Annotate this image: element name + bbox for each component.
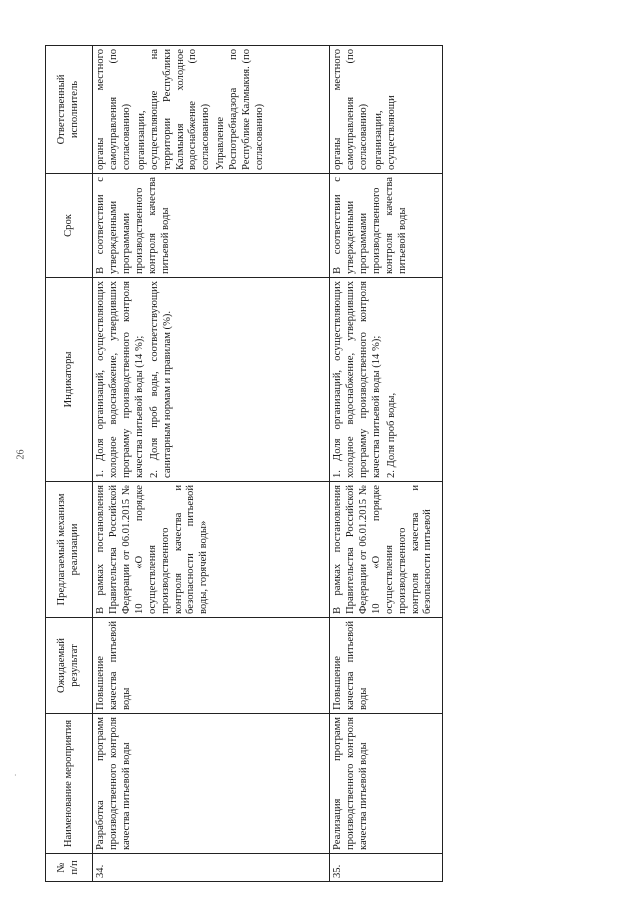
row-responsible: [93, 46, 330, 174]
table-header-row: [46, 46, 93, 882]
page-number: 26: [15, 449, 27, 460]
row-num: 35.: [330, 854, 443, 882]
row-mechanism: В рамках постановления Правительства Российской Федерации от 06.01.2015 № 10 «О порядке осуществления производственного контроля качества и безопасности питьевой воды, горячей воды»: [93, 482, 330, 618]
scan-mark: ·: [10, 773, 21, 777]
indicator-item: 2. Доля проб воды,: [385, 392, 397, 478]
header-name: Наименование мероприятия: [46, 714, 93, 854]
table-row: [330, 46, 443, 882]
row-indicators: [93, 278, 330, 482]
header-responsible: Ответственный исполнитель: [46, 46, 93, 174]
responsible-item: организации, осуществляющие на территории Республики Калмыкия холодное водоснабжение (по согласованию): [135, 49, 212, 170]
responsible-item: органы местного самоуправления (по согласованию): [332, 49, 369, 170]
indicator-item: 1. Доля организаций, осуществляющих холодное водоснабжение, утвердивших программу производственного контроля качества питьевой воды (14 %);: [95, 281, 145, 478]
responsible-item: организации, осуществляющи: [372, 95, 397, 170]
header-result: Ожидаемый результат: [46, 618, 93, 714]
row-term: В соответствии с утвержденными программами производственного контроля качества питьевой воды: [330, 174, 443, 278]
header-indicators: Индикаторы: [46, 278, 93, 482]
row-result: Повышение качества питьевой воды: [93, 618, 330, 714]
header-num: № п/п: [46, 854, 93, 882]
row-name: Реализация программ производственного контроля качества питьевой воды: [330, 714, 443, 854]
header-term: Срок: [46, 174, 93, 278]
header-mechanism: Предлагаемый механизм реализации: [46, 482, 93, 618]
row-indicators: [330, 278, 443, 482]
table-row: [93, 46, 330, 882]
responsible-item: органы местного самоуправления (по согласованию): [95, 49, 132, 170]
row-responsible: [330, 46, 443, 174]
measures-table: [45, 45, 443, 882]
row-result: Повышение качества питьевой воды: [330, 618, 443, 714]
row-mechanism: В рамках постановления Правительства Российской Федерации от 06.01.2015 № 10 «О порядке осуществления производственного контроля качества и безопасности питьевой: [330, 482, 443, 618]
row-term: В соответствии с утвержденными программами производственного контроля качества питьевой воды: [93, 174, 330, 278]
measures-table-sheet: [45, 46, 441, 882]
responsible-item: Управление Роспотребнадзора по Республике Калмыкия. (по согласованию): [215, 49, 266, 170]
indicator-item: 1. Доля организаций, осуществляющих холодное водоснабжение, утвердивших программу производственного контроля качества питьевой воды (14 %);: [332, 281, 382, 478]
row-num: 34.: [93, 854, 330, 882]
row-name: Разработка программ производственного контроля качества питьевой воды: [93, 714, 330, 854]
indicator-item: 2. Доля проб воды, соответствующих санитарным нормам и правилам (%).: [148, 281, 173, 478]
